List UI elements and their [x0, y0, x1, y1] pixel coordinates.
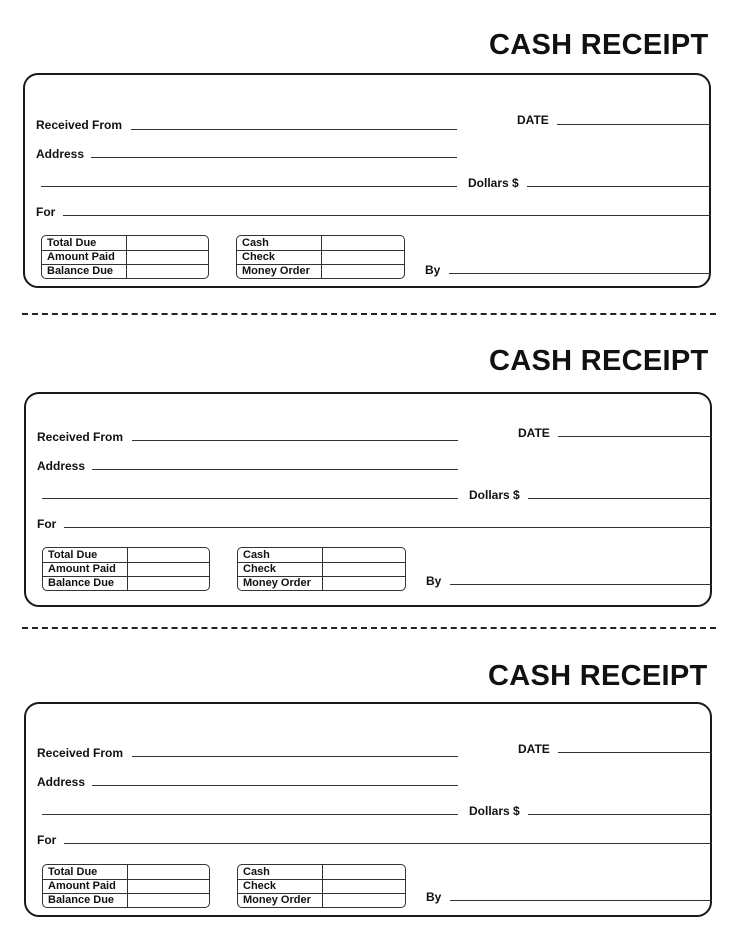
column-divider [127, 865, 128, 907]
balance-box [42, 864, 210, 908]
amount-paid-label: Amount Paid [48, 563, 116, 575]
address-line[interactable] [92, 785, 458, 786]
money-order-label: Money Order [243, 894, 311, 906]
money-order-label: Money Order [243, 577, 311, 589]
date-label: DATE [517, 113, 549, 127]
column-divider [127, 548, 128, 590]
address-label: Address [37, 459, 86, 473]
total-due-label: Total Due [47, 237, 97, 249]
for-line[interactable] [64, 843, 712, 844]
date-label: DATE [518, 426, 550, 440]
balance-due-label: Balance Due [48, 894, 115, 906]
balance-due-label: Balance Due [47, 265, 114, 277]
dollars-label: Dollars $ [469, 804, 520, 818]
balance-due-label: Balance Due [48, 577, 115, 589]
address-line-2[interactable] [42, 814, 458, 815]
date-label: DATE [518, 742, 550, 756]
check-label: Check [242, 251, 276, 263]
date-line[interactable] [558, 436, 712, 437]
payment-box [237, 864, 406, 908]
by-line[interactable] [450, 584, 712, 585]
received-from-line[interactable] [132, 756, 458, 757]
for-line[interactable] [64, 527, 712, 528]
date-line[interactable] [558, 752, 712, 753]
receipt-title: CASH RECEIPT [488, 660, 708, 692]
total-due-label: Total Due [48, 549, 98, 561]
for-label: For [37, 517, 57, 531]
receipt-title: CASH RECEIPT [489, 345, 709, 377]
received-from-label: Received From [36, 118, 123, 132]
by-label: By [426, 890, 442, 904]
payment-box [236, 235, 405, 279]
column-divider [321, 236, 322, 278]
column-divider [322, 548, 323, 590]
receipt-card [24, 702, 712, 917]
by-label: By [425, 263, 441, 277]
receipt-title: CASH RECEIPT [489, 29, 709, 61]
cash-label: Cash [243, 866, 270, 878]
column-divider [126, 236, 127, 278]
received-from-label: Received From [37, 746, 124, 760]
dollars-line[interactable] [528, 814, 712, 815]
check-label: Check [243, 880, 277, 892]
address-line[interactable] [91, 157, 457, 158]
dollars-line[interactable] [527, 186, 711, 187]
money-order-label: Money Order [242, 265, 310, 277]
address-label: Address [37, 775, 86, 789]
payment-box [237, 547, 406, 591]
cash-label: Cash [242, 237, 269, 249]
receipt-card [24, 392, 712, 607]
column-divider [322, 865, 323, 907]
dollars-line[interactable] [528, 498, 712, 499]
amount-paid-label: Amount Paid [47, 251, 115, 263]
address-label: Address [36, 147, 85, 161]
balance-box [41, 235, 209, 279]
received-from-label: Received From [37, 430, 124, 444]
address-line-2[interactable] [41, 186, 457, 187]
date-line[interactable] [557, 124, 711, 125]
cash-label: Cash [243, 549, 270, 561]
balance-box [42, 547, 210, 591]
address-line[interactable] [92, 469, 458, 470]
address-line-2[interactable] [42, 498, 458, 499]
amount-paid-label: Amount Paid [48, 880, 116, 892]
by-line[interactable] [450, 900, 712, 901]
received-from-line[interactable] [132, 440, 458, 441]
by-line[interactable] [449, 273, 711, 274]
dollars-label: Dollars $ [468, 176, 519, 190]
cut-line [22, 313, 716, 315]
total-due-label: Total Due [48, 866, 98, 878]
cut-line [22, 627, 716, 629]
check-label: Check [243, 563, 277, 575]
by-label: By [426, 574, 442, 588]
dollars-label: Dollars $ [469, 488, 520, 502]
for-line[interactable] [63, 215, 711, 216]
receipt-card [23, 73, 711, 288]
for-label: For [37, 833, 57, 847]
for-label: For [36, 205, 56, 219]
received-from-line[interactable] [131, 129, 457, 130]
